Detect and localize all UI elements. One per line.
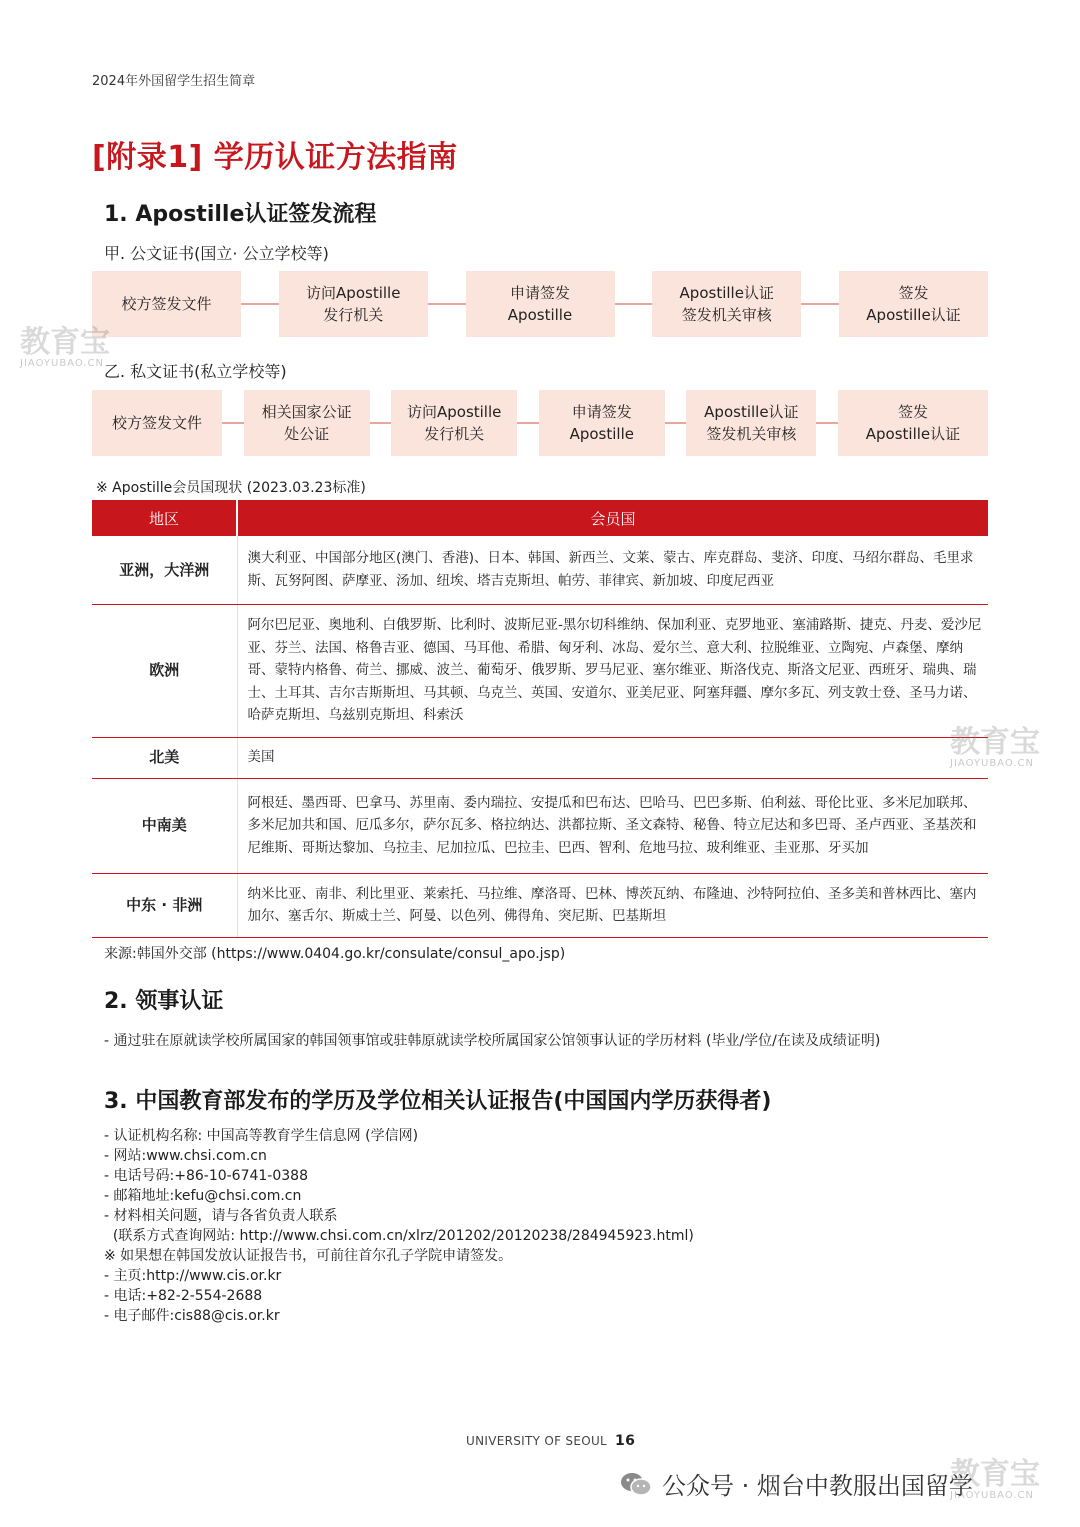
table-row bbox=[92, 873, 988, 937]
contact-line: - 材料相关问题，请与各省负责人联系 bbox=[104, 1208, 338, 1224]
page-number: 16 bbox=[615, 1433, 636, 1449]
region-cell: 中东 · 非洲 bbox=[92, 873, 237, 937]
region-cell: 亚洲，大洋洲 bbox=[92, 536, 237, 604]
column-header-members: 会员国 bbox=[237, 500, 988, 536]
contact-line: - 认证机构名称: 中国高等教育学生信息网 (学信网) bbox=[104, 1128, 419, 1144]
section2-text: - 通过驻在原就读学校所属国家的韩国领事馆或驻韩原就读学校所属国家公馆领事认证的学历材料 (毕业/学位/在读及成绩证明) bbox=[104, 1033, 881, 1049]
flow-a-step: 申请签发 Apostille bbox=[466, 271, 615, 337]
wechat-text: 公众号 · 烟台中教服出国留学 bbox=[662, 1472, 973, 1500]
watermark-logo bbox=[950, 1457, 1040, 1501]
page-footer bbox=[466, 1433, 635, 1449]
table-row bbox=[92, 778, 988, 873]
flow-b-step: 申请签发 Apostille bbox=[539, 390, 665, 456]
section3-title: 3. 中国教育部发布的学历及学位相关认证报告(中国国内学历获得者) bbox=[104, 1089, 772, 1114]
flow-connector bbox=[816, 422, 838, 424]
table-row bbox=[92, 604, 988, 737]
contact-line: - 电话:+82-2-554-2688 bbox=[104, 1288, 263, 1304]
flow-a-step: 访问Apostille 发行机关 bbox=[279, 271, 428, 337]
table-header-row bbox=[92, 500, 988, 536]
apostille-note: ※ Apostille会员国现状 (2023.03.23标准) bbox=[96, 480, 366, 496]
flow-b-step: 访问Apostille 发行机关 bbox=[391, 390, 517, 456]
flow-connector bbox=[801, 303, 839, 305]
contact-list bbox=[104, 1126, 694, 1326]
watermark-text: 教育宝 bbox=[20, 325, 110, 360]
flow-connector bbox=[517, 422, 539, 424]
flow-connector bbox=[370, 422, 392, 424]
flow-a-step: 校方签发文件 bbox=[92, 271, 241, 337]
watermark-text: 教育宝 bbox=[950, 725, 1040, 760]
region-cell: 欧洲 bbox=[92, 604, 237, 737]
members-cell: 阿根廷、墨西哥、巴拿马、苏里南、委内瑞拉、安提瓜和巴布达、巴哈马、巴巴多斯、伯利兹、哥伦比亚、多米尼加联邦、多米尼加共和国、厄瓜多尔，萨尔瓦多、格拉纳达、洪都拉斯、圣文森特、秘鲁、特立尼达和多巴哥、圣卢西亚、圣基茨和尼维斯、哥斯达黎加、乌拉圭、尼加拉瓜、巴拉圭、巴西、智利、危地马拉、玻利维亚、圭亚那、牙买加 bbox=[237, 778, 988, 873]
flow-b bbox=[92, 390, 988, 456]
watermark-logo bbox=[950, 725, 1040, 769]
members-cell: 澳大利亚、中国部分地区(澳门、香港)、日本、韩国、新西兰、文莱、蒙古、库克群岛、斐济、印度、马绍尔群岛、毛里求斯、瓦努阿图、萨摩亚、汤加、纽埃、塔吉克斯坦、帕劳、菲律宾、新加坡、印度尼西亚 bbox=[237, 536, 988, 604]
flow-a-step: 签发 Apostille认证 bbox=[839, 271, 988, 337]
wechat-icon bbox=[620, 1472, 652, 1496]
members-cell: 阿尔巴尼亚、奥地利、白俄罗斯、比利时、波斯尼亚-黑尔切科维纳、保加利亚、克罗地亚、塞浦路斯、捷克、丹麦、爱沙尼亚、芬兰、法国、格鲁吉亚、德国、马耳他、希腊、匈牙利、冰岛、爱尔兰、意大利、拉脱维亚、立陶宛、卢森堡、摩纳哥、蒙特内格鲁、荷兰、挪威、波兰、葡萄牙、俄罗斯、罗马尼亚、塞尔维亚、斯洛伐克、斯洛文尼亚、西班牙、瑞典、瑞士、土耳其、吉尔吉斯斯坦、马其顿、乌克兰、英国、安道尔、亚美尼亚、阿塞拜疆、摩尔多瓦、列支敦士登、圣马力诺、哈萨克斯坦、乌兹别克斯坦、科索沃 bbox=[237, 604, 988, 737]
watermark-sub: JIAOYUBAO.CN bbox=[20, 358, 104, 369]
footer-university: UNIVERSITY OF SEOUL bbox=[466, 1434, 608, 1448]
flow-a bbox=[92, 271, 988, 337]
flow-b-step: Apostille认证 签发机关审核 bbox=[686, 390, 816, 456]
table-row bbox=[92, 737, 988, 778]
flow-b-title: 乙. 私文证书(私立学校等) bbox=[104, 362, 287, 381]
section2-title: 2. 领事认证 bbox=[104, 989, 224, 1014]
table-source: 来源:韩国外交部 (https://www.0404.go.kr/consulate/consul_apo.jsp) bbox=[104, 946, 566, 962]
region-cell: 北美 bbox=[92, 737, 237, 778]
watermark-sub: JIAOYUBAO.CN bbox=[950, 758, 1034, 769]
flow-b-step: 相关国家公证 处公证 bbox=[244, 390, 370, 456]
document-header: 2024年外国留学生招生简章 bbox=[92, 74, 256, 89]
flow-connector bbox=[241, 303, 279, 305]
page-title: [附录1] 学历认证方法指南 bbox=[92, 140, 458, 175]
flow-b-step: 签发 Apostille认证 bbox=[838, 390, 988, 456]
wechat-account bbox=[620, 1466, 973, 1501]
watermark-sub: JIAOYUBAO.CN bbox=[950, 1490, 1034, 1501]
region-cell: 中南美 bbox=[92, 778, 237, 873]
contact-line: - 电话号码:+86-10-6741-0388 bbox=[104, 1168, 308, 1184]
column-header-region: 地区 bbox=[92, 500, 237, 536]
flow-connector bbox=[222, 422, 244, 424]
flow-connector bbox=[428, 303, 466, 305]
flow-connector bbox=[615, 303, 653, 305]
watermark-logo bbox=[20, 325, 110, 369]
apostille-members-table bbox=[92, 500, 988, 938]
flow-b-step: 校方签发文件 bbox=[92, 390, 222, 456]
contact-line: - 邮箱地址:kefu@chsi.com.cn bbox=[104, 1188, 302, 1204]
flow-a-title: 甲. 公文证书(国立· 公立学校等) bbox=[104, 244, 329, 263]
contact-line: (联系方式查询网站: http://www.chsi.com.cn/xlrz/201202/20120238/284945923.html) bbox=[104, 1228, 694, 1244]
contact-line: ※ 如果想在韩国发放认证报告书，可前往首尔孔子学院申请签发。 bbox=[104, 1248, 513, 1264]
section1-title: 1. Apostille认证签发流程 bbox=[104, 202, 377, 227]
members-cell: 纳米比亚、南非、利比里亚、莱索托、马拉维、摩洛哥、巴林、博茨瓦纳、布隆迪、沙特阿拉伯、圣多美和普林西比、塞内加尔、塞舌尔、斯威士兰、阿曼、以色列、佛得角、突尼斯、巴基斯坦 bbox=[237, 873, 988, 937]
members-cell: 美国 bbox=[237, 737, 988, 778]
contact-line: - 电子邮件:cis88@cis.or.kr bbox=[104, 1308, 280, 1324]
watermark-text: 教育宝 bbox=[950, 1457, 1040, 1492]
table-row bbox=[92, 536, 988, 604]
flow-a-step: Apostille认证 签发机关审核 bbox=[652, 271, 801, 337]
contact-line: - 主页:http://www.cis.or.kr bbox=[104, 1268, 282, 1284]
flow-connector bbox=[665, 422, 687, 424]
contact-line: - 网站:www.chsi.com.cn bbox=[104, 1148, 267, 1164]
